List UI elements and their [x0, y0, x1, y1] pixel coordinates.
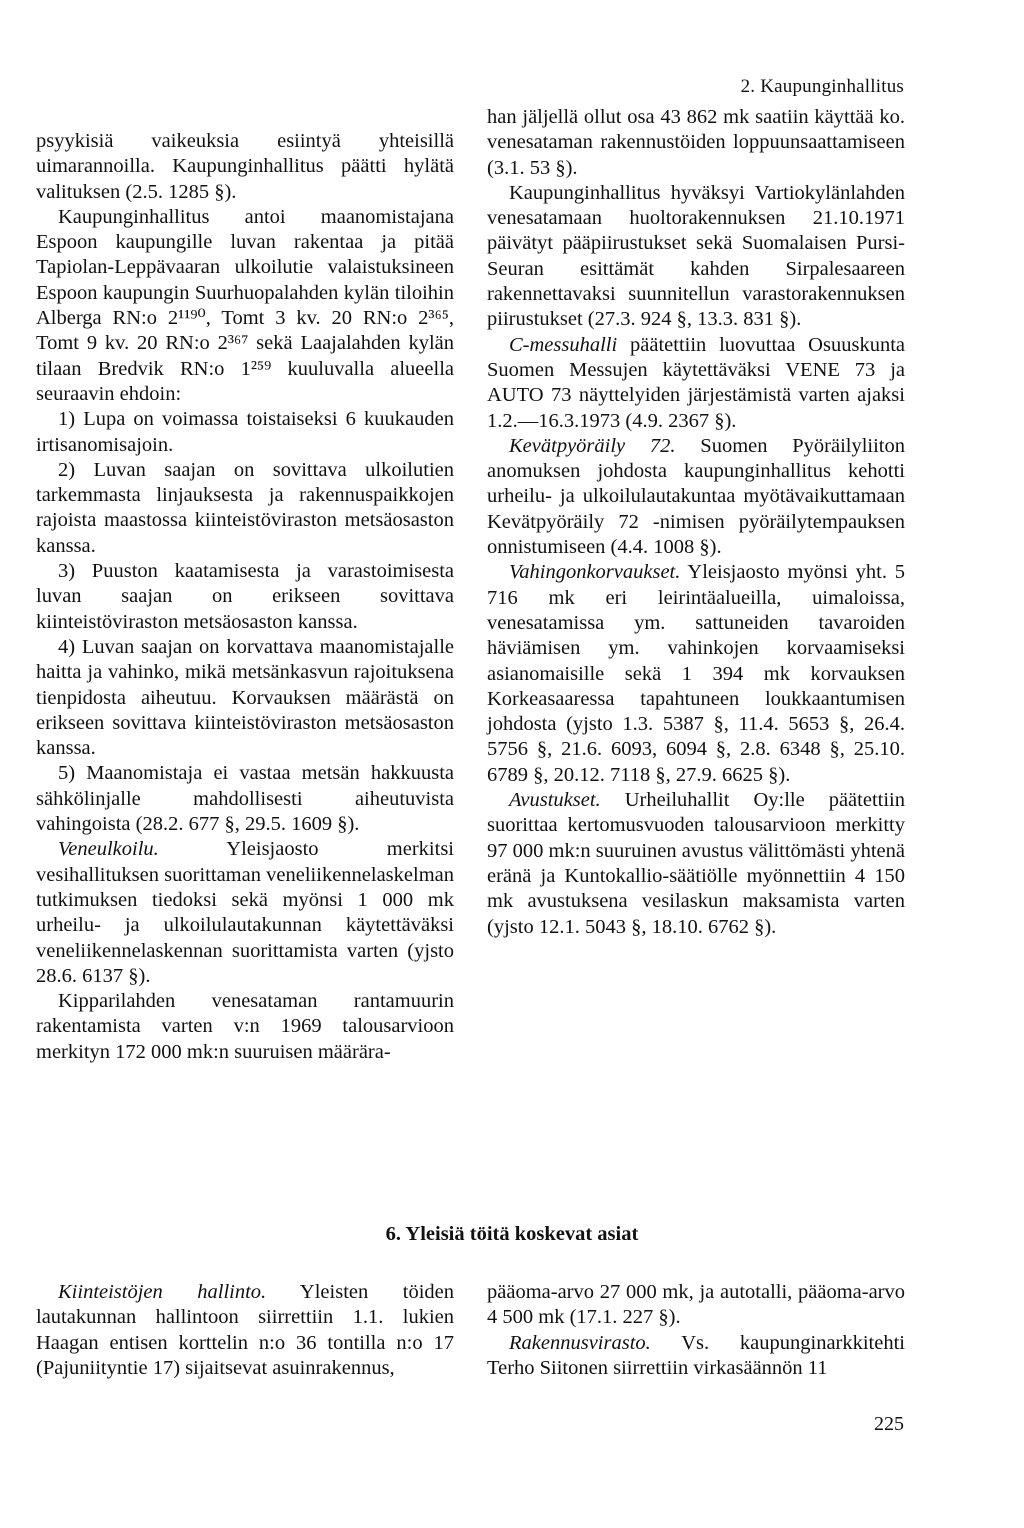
paragraph-text: Suomen Pyöräilyliiton anomuksen johdosta kaupunginhallitus kehotti urheilu- ja ulkoilulautakuntaa myötävaikuttamaan Kevätpyöräily 72 -nimisen pyöräilytempauksen onnistumiseen (4.4. 1008 §).: [487, 434, 905, 559]
paragraph: [36, 129, 454, 205]
paragraph: [487, 788, 905, 940]
paragraph-text: pääoma-arvo 27 000 mk, ja autotalli, pääoma-arvo 4 500 mk (17.1. 227 §).: [487, 1281, 905, 1329]
paragraph: [36, 407, 454, 458]
paragraph-text: Yleisjaosto merkitsi vesihallituksen suorittaman veneliikennelaskelman tutkimuksen tiedoksi sekä myönsi 1 000 mk urheilu- ja ulkoilulautakunnan käytettäväksi veneliikennelaskennan suorittamista varten (yjsto 28.6. 6137 §).: [36, 838, 454, 987]
paragraph-lead-italic: Vahingonkorvaukset.: [509, 561, 681, 584]
paragraph: [487, 333, 905, 434]
paragraph: [487, 1331, 905, 1382]
running-header: 2. Kaupunginhallitus: [740, 76, 904, 97]
paragraph-lead-italic: Kevätpyöräily 72.: [509, 434, 676, 457]
page-number: 225: [874, 1413, 904, 1435]
paragraph: [36, 205, 454, 407]
paragraph-text: 2) Luvan saajan on sovittava ulkoilutien tarkemmasta linjauksesta ja rakennuspaikkojen rajoista maastossa kiinteistöviraston metsäosaston kanssa.: [36, 458, 454, 557]
paragraph-lead-italic: Veneulkoilu.: [58, 838, 159, 861]
paragraph: [487, 181, 905, 333]
right-column-top: [487, 105, 905, 940]
paragraph: [36, 1280, 454, 1381]
paragraph-text: 4) Luvan saajan on korvattava maanomistajalle haitta ja vahinko, mikä metsänkasvun rajoituksena tienpidosta aiheutuu. Korvauksen määrästä on erikseen sovittava kiinteistöviraston metsäosaston kanssa.: [36, 635, 454, 760]
paragraph: [36, 559, 454, 635]
paragraph-text: 1) Lupa on voimassa toistaiseksi 6 kuukauden irtisanomisajoin.: [36, 408, 454, 456]
section-heading: 6. Yleisiä töitä koskevat asiat: [385, 1223, 639, 1245]
paragraph: [36, 989, 454, 1065]
paragraph: [487, 434, 905, 560]
paragraph: [36, 761, 454, 837]
paragraph-lead-italic: Kiinteistöjen hallinto.: [58, 1281, 267, 1303]
paragraph: [487, 1280, 905, 1331]
paragraph-text: 3) Puuston kaatamisesta ja varastoimisesta luvan saajan on erikseen sovittava kiinteistöviraston metsäosaston kanssa.: [36, 560, 454, 633]
paragraph: [36, 635, 454, 761]
paragraph-text: Vs. kaupunginarkkitehti Terho Siitonen siirrettiin virkasäännön 11: [487, 1331, 905, 1379]
paragraph: [36, 458, 454, 559]
paragraph-lead-italic: Avustukset.: [509, 789, 601, 812]
paragraph-text: Yleisten töiden lautakunnan hallintoon siirrettiin 1.1. lukien Haagan entisen korttelin n:o 36 tontilla n:o 17 (Pajuniityntie 17) sijaitsevat asuinrakennus,: [36, 1281, 454, 1379]
paragraph-text: Urheiluhallit Oy:lle päätettiin suorittaa kertomusvuoden talousarvioon merkitty 97 000 mk:n suuruinen avustus välittömästi yhtenä eränä ja Kuntokallio-säätiölle myönnettiin 4 150 mk avustuksena vesilaskun maksamista varten (yjsto 12.1. 5043 §, 18.10. 6762 §).: [487, 789, 905, 938]
paragraph-text: psyykisiä vaikeuksia esiintyä yhteisillä uimarannoilla. Kaupunginhallitus päätti hylätä valituksen (2.5. 1285 §).: [36, 130, 454, 203]
left-column-top: [36, 129, 454, 1065]
paragraph: [36, 837, 454, 989]
paragraph-text: Kaupunginhallitus antoi maanomistajana Espoon kaupungille luvan rakentaa ja pitää Tapiolan-Leppävaaran ulkoilutie valaistuksineen Espoon kaupungin Suurhuopalahden kylän tiloihin Alberga RN:o 2¹¹⁹⁰, Tomt 3 kv. 20 RN:o 2³⁶⁵, Tomt 9 kv. 20 RN:o 2³⁶⁷ sekä Laajalahden kylän tilaan Bredvik RN:o 1²⁵⁹ kuuluvalla alueella seuraavin ehdoin:: [36, 205, 454, 405]
paragraph-text: han jäljellä ollut osa 43 862 mk saatiin käyttää ko. venesataman rakennustöiden loppuunsaattamiseen (3.1. 53 §).: [487, 106, 905, 179]
paragraph-text: 5) Maanomistaja ei vastaa metsän hakkuusta sähkölinjalle mahdollisesti aiheutuvista vahingoista (28.2. 677 §, 29.5. 1609 §).: [36, 762, 454, 836]
left-column-bottom: [36, 1280, 454, 1381]
paragraph-text: Kaupunginhallitus hyväksyi Vartiokylänlahden venesatamaan huoltorakennuksen 21.10.1971 päivätyt pääpiirustukset sekä Suomalaisen Pursi-Seuran esittämät kahden Sirpalesaareen rakennettavaksi suunnitellun varastorakennuksen piirustukset (27.3. 924 §, 13.3. 831 §).: [487, 181, 905, 331]
right-column-bottom: [487, 1280, 905, 1381]
paragraph-text: Kipparilahden venesataman rantamuurin rakentamista varten v:n 1969 talousarvioon merkityn 172 000 mk:n suuruisen määrära-: [36, 990, 454, 1063]
paragraph-lead-italic: Rakennusvirasto.: [509, 1331, 651, 1354]
paragraph: [487, 105, 905, 181]
paragraph-text: päätettiin luovuttaa Osuuskunta Suomen Messujen käytettäväksi VENE 73 ja AUTO 73 näyttelyiden järjestämistä varten ajaksi 1.2.—16.3.1973 (4.9. 2367 §).: [487, 333, 905, 432]
paragraph: [487, 560, 905, 788]
paragraph-lead-italic: C-messuhalli: [509, 333, 618, 356]
paragraph-text: Yleisjaosto myönsi yht. 5 716 mk eri leirintäalueilla, uimaloissa, venesatamissa ym. sattuneiden tavaroiden häviämisen ym. vahinkojen korvaamiseksi asianomaisille sekä 1 394 mk korvauksen Korkeasaaressa tapahtuneen loukkaantumisen johdosta (yjsto 1.3. 5387 §, 11.4. 5653 §, 26.4. 5756 §, 21.6. 6093, 6094 §, 2.8. 6348 §, 25.10. 6789 §, 20.12. 7118 §, 27.9. 6625 §).: [487, 561, 905, 786]
